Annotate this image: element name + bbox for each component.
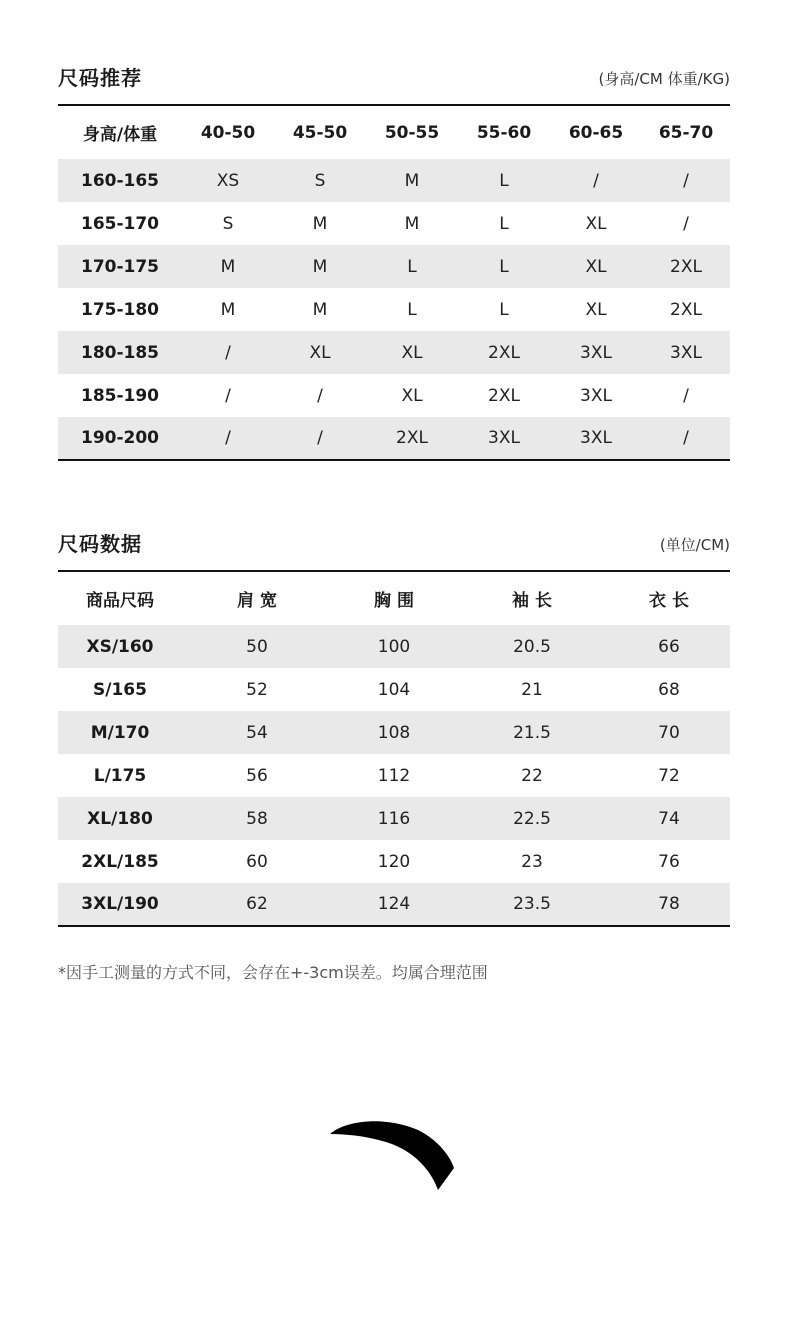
size-cell: M (312, 256, 328, 277)
measurement-cell: 70 (658, 722, 680, 743)
row-size-label: S/165 (93, 679, 147, 700)
measurement-cell: 74 (658, 808, 680, 829)
measurement-cell: 78 (658, 894, 680, 914)
measurement-cell: 22 (521, 765, 543, 786)
row-height-range: 160-165 (80, 170, 160, 191)
size-cell: L (499, 299, 509, 320)
size-cell: M (312, 299, 328, 320)
size-cell: / (317, 385, 323, 406)
size-cell: M (220, 256, 236, 277)
size-cell: / (225, 385, 231, 406)
size-cell: / (683, 428, 689, 448)
table-row (58, 754, 730, 797)
measurement-cell: 124 (377, 894, 411, 914)
size-cell: 3XL (670, 342, 702, 363)
measurement-disclaimer: *因手工测量的方式不同，会存在+-3cm误差。均属合理范围 (58, 963, 488, 982)
size-cell: S (314, 170, 326, 191)
table-row (58, 625, 730, 668)
header-sleeve-length: 袖 长 (512, 591, 552, 611)
table-row (58, 797, 730, 840)
table-row (58, 840, 730, 883)
header-body-length: 衣 长 (649, 591, 689, 611)
row-size-label: L/175 (93, 765, 147, 786)
header-weight-range: 50-55 (384, 122, 440, 143)
measurement-cell: 116 (377, 808, 411, 829)
size-data-title: 尺码数据 (58, 532, 142, 556)
table-row (58, 668, 730, 711)
row-height-range: 190-200 (80, 428, 160, 448)
size-cell: / (225, 342, 231, 363)
measurement-cell: 21.5 (513, 722, 551, 743)
size-cell: 3XL (580, 428, 612, 448)
size-cell: / (683, 385, 689, 406)
measurement-cell: 60 (246, 851, 268, 872)
header-weight-range: 40-50 (200, 122, 256, 143)
logo-swoosh-shape (330, 1121, 454, 1190)
size-cell: XL (309, 342, 331, 363)
size-cell: M (312, 213, 328, 234)
row-height-range: 175-180 (80, 299, 160, 320)
size-cell: S (222, 213, 234, 234)
size-recommendation-header (58, 64, 730, 104)
table-row (58, 202, 730, 245)
row-size-label: 3XL/190 (81, 894, 159, 914)
size-cell: XL (585, 213, 607, 234)
header-weight-range: 65-70 (658, 122, 714, 143)
size-cell: L (499, 256, 509, 277)
measurement-cell: 52 (246, 679, 268, 700)
size-cell: / (225, 428, 231, 448)
size-cell: 2XL (488, 342, 520, 363)
size-cell: L (499, 170, 509, 191)
size-data-section (58, 530, 730, 927)
measurement-cell: 21 (521, 679, 543, 700)
size-cell: XL (585, 299, 607, 320)
size-recommendation-table (58, 104, 730, 461)
size-data-unit: (单位/CM) (659, 536, 730, 554)
row-height-range: 170-175 (80, 256, 160, 277)
table-header-row (58, 571, 730, 625)
table-row (58, 288, 730, 331)
row-size-label: XL/180 (87, 808, 153, 829)
row-size-label: M/170 (90, 722, 150, 743)
size-recommendation-title: 尺码推荐 (58, 66, 142, 90)
measurement-cell: 23 (521, 851, 543, 872)
measurement-cell: 54 (246, 722, 268, 743)
table-row (58, 374, 730, 417)
header-weight-range: 45-50 (292, 122, 348, 143)
table-row (58, 245, 730, 288)
header-product-size: 商品尺码 (86, 591, 154, 611)
size-cell: L (499, 213, 509, 234)
size-cell: 2XL (670, 299, 702, 320)
table-row (58, 883, 730, 926)
table-header-row (58, 105, 730, 159)
header-weight-range: 60-65 (568, 122, 624, 143)
measurement-cell: 104 (377, 679, 411, 700)
measurement-cell: 68 (658, 679, 680, 700)
size-cell: XL (401, 342, 423, 363)
size-cell: M (404, 213, 420, 234)
size-cell: 2XL (670, 256, 702, 277)
table-row (58, 417, 730, 460)
measurement-cell: 56 (246, 765, 268, 786)
size-cell: XL (401, 385, 423, 406)
measurement-cell: 22.5 (513, 808, 551, 829)
size-recommendation-unit: (身高/CM 体重/KG) (598, 70, 730, 88)
size-cell: / (683, 213, 689, 234)
measurement-cell: 112 (377, 765, 411, 786)
row-height-range: 180-185 (80, 342, 160, 363)
measurement-cell: 120 (377, 851, 411, 872)
anta-swoosh-icon (326, 1112, 458, 1194)
measurement-cell: 100 (377, 636, 411, 657)
size-cell: 2XL (396, 428, 428, 448)
measurement-cell: 50 (246, 636, 268, 657)
size-cell: XS (216, 170, 240, 191)
size-cell: / (683, 170, 689, 191)
size-cell: M (404, 170, 420, 191)
size-cell: 3XL (580, 342, 612, 363)
measurement-cell: 20.5 (513, 636, 551, 657)
row-size-label: 2XL/185 (81, 851, 159, 872)
measurement-cell: 108 (377, 722, 411, 743)
size-cell: XL (585, 256, 607, 277)
size-cell: 3XL (580, 385, 612, 406)
header-chest: 胸 围 (374, 591, 414, 611)
header-weight-range: 55-60 (476, 122, 532, 143)
row-height-range: 165-170 (80, 213, 160, 234)
size-cell: M (220, 299, 236, 320)
measurement-cell: 58 (246, 808, 268, 829)
table-row (58, 331, 730, 374)
size-cell: / (593, 170, 599, 191)
size-data-table (58, 570, 730, 927)
size-cell: 2XL (488, 385, 520, 406)
size-data-header (58, 530, 730, 570)
size-cell: / (317, 428, 323, 448)
measurement-cell: 76 (658, 851, 680, 872)
row-size-label: XS/160 (86, 636, 154, 657)
row-height-range: 185-190 (80, 385, 160, 406)
measurement-cell: 66 (658, 636, 680, 657)
header-shoulder-width: 肩 宽 (237, 591, 277, 611)
measurement-cell: 23.5 (513, 894, 551, 914)
size-cell: L (407, 299, 417, 320)
size-recommendation-section (58, 64, 730, 461)
measurement-cell: 72 (658, 765, 680, 786)
size-cell: 3XL (488, 428, 520, 448)
table-row (58, 159, 730, 202)
size-cell: L (407, 256, 417, 277)
table-row (58, 711, 730, 754)
header-height-weight: 身高/体重 (82, 125, 158, 145)
measurement-cell: 62 (246, 894, 268, 914)
